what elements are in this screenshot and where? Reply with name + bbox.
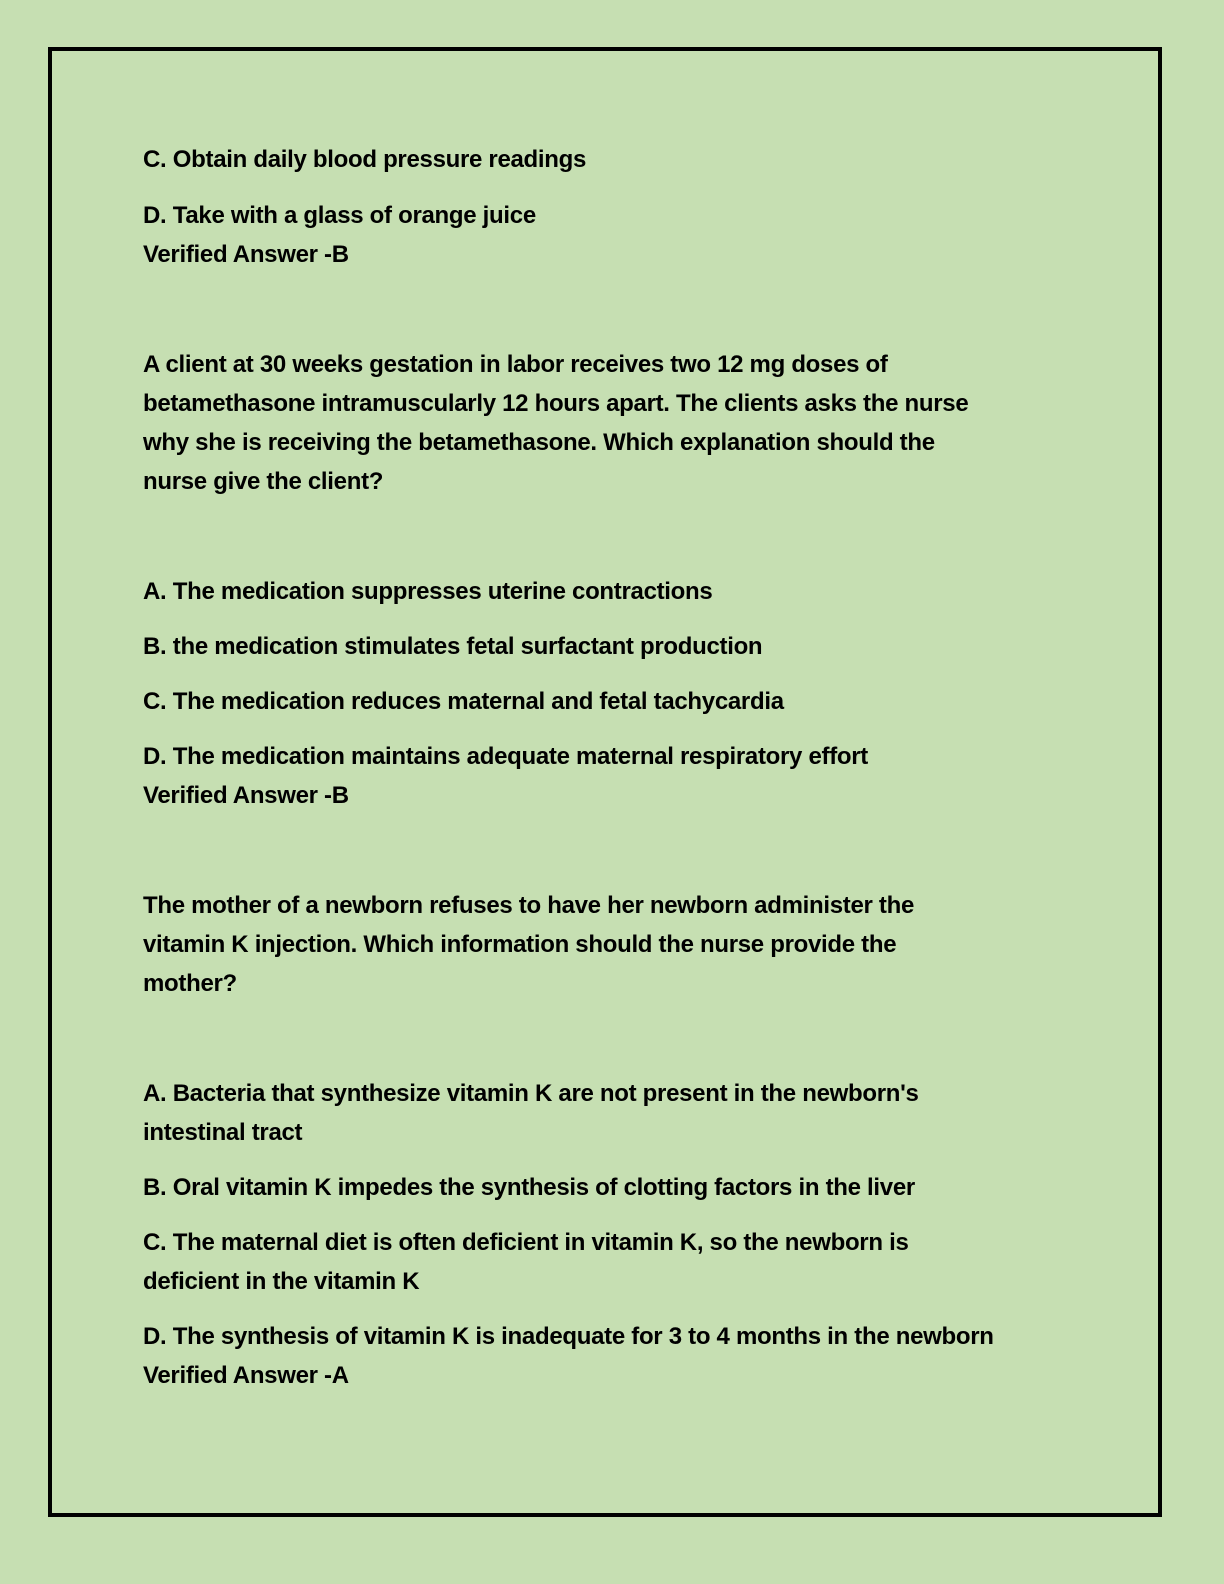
- question-stem-line: A client at 30 weeks gestation in labor receives two 12 mg doses of: [143, 351, 888, 378]
- option-c: C. Obtain daily blood pressure readings: [143, 146, 587, 173]
- option-c: C. The maternal diet is often deficient in vitamin K, so the newborn is: [143, 1229, 909, 1256]
- option-d: D. The medication maintains adequate maternal respiratory effort: [143, 743, 868, 770]
- option-c: C. The medication reduces maternal and fetal tachycardia: [143, 688, 784, 715]
- option-d: D. The synthesis of vitamin K is inadequate for 3 to 4 months in the newborn: [143, 1323, 994, 1350]
- question-stem-line: vitamin K injection. Which information should the nurse provide the: [143, 931, 897, 958]
- option-b: B. Oral vitamin K impedes the synthesis of clotting factors in the liver: [143, 1174, 915, 1201]
- verified-answer: Verified Answer -B: [143, 782, 349, 809]
- question-stem-line: mother?: [143, 970, 237, 997]
- verified-answer: Verified Answer -B: [143, 241, 349, 268]
- verified-answer: Verified Answer -A: [143, 1362, 349, 1389]
- option-a: A. The medication suppresses uterine contractions: [143, 578, 713, 605]
- question-stem-line: nurse give the client?: [143, 468, 384, 495]
- option-a: A. Bacteria that synthesize vitamin K are not present in the newborn's: [143, 1080, 919, 1107]
- question-stem-line: The mother of a newborn refuses to have her newborn administer the: [143, 892, 915, 919]
- question-stem-line: why she is receiving the betamethasone. Which explanation should the: [143, 429, 935, 456]
- option-b: B. the medication stimulates fetal surfactant production: [143, 633, 763, 660]
- question-stem-line: betamethasone intramuscularly 12 hours apart. The clients asks the nurse: [143, 390, 969, 417]
- option-c-continued: deficient in the vitamin K: [143, 1268, 420, 1295]
- option-d: D. Take with a glass of orange juice: [143, 202, 536, 229]
- option-a-continued: intestinal tract: [143, 1119, 303, 1146]
